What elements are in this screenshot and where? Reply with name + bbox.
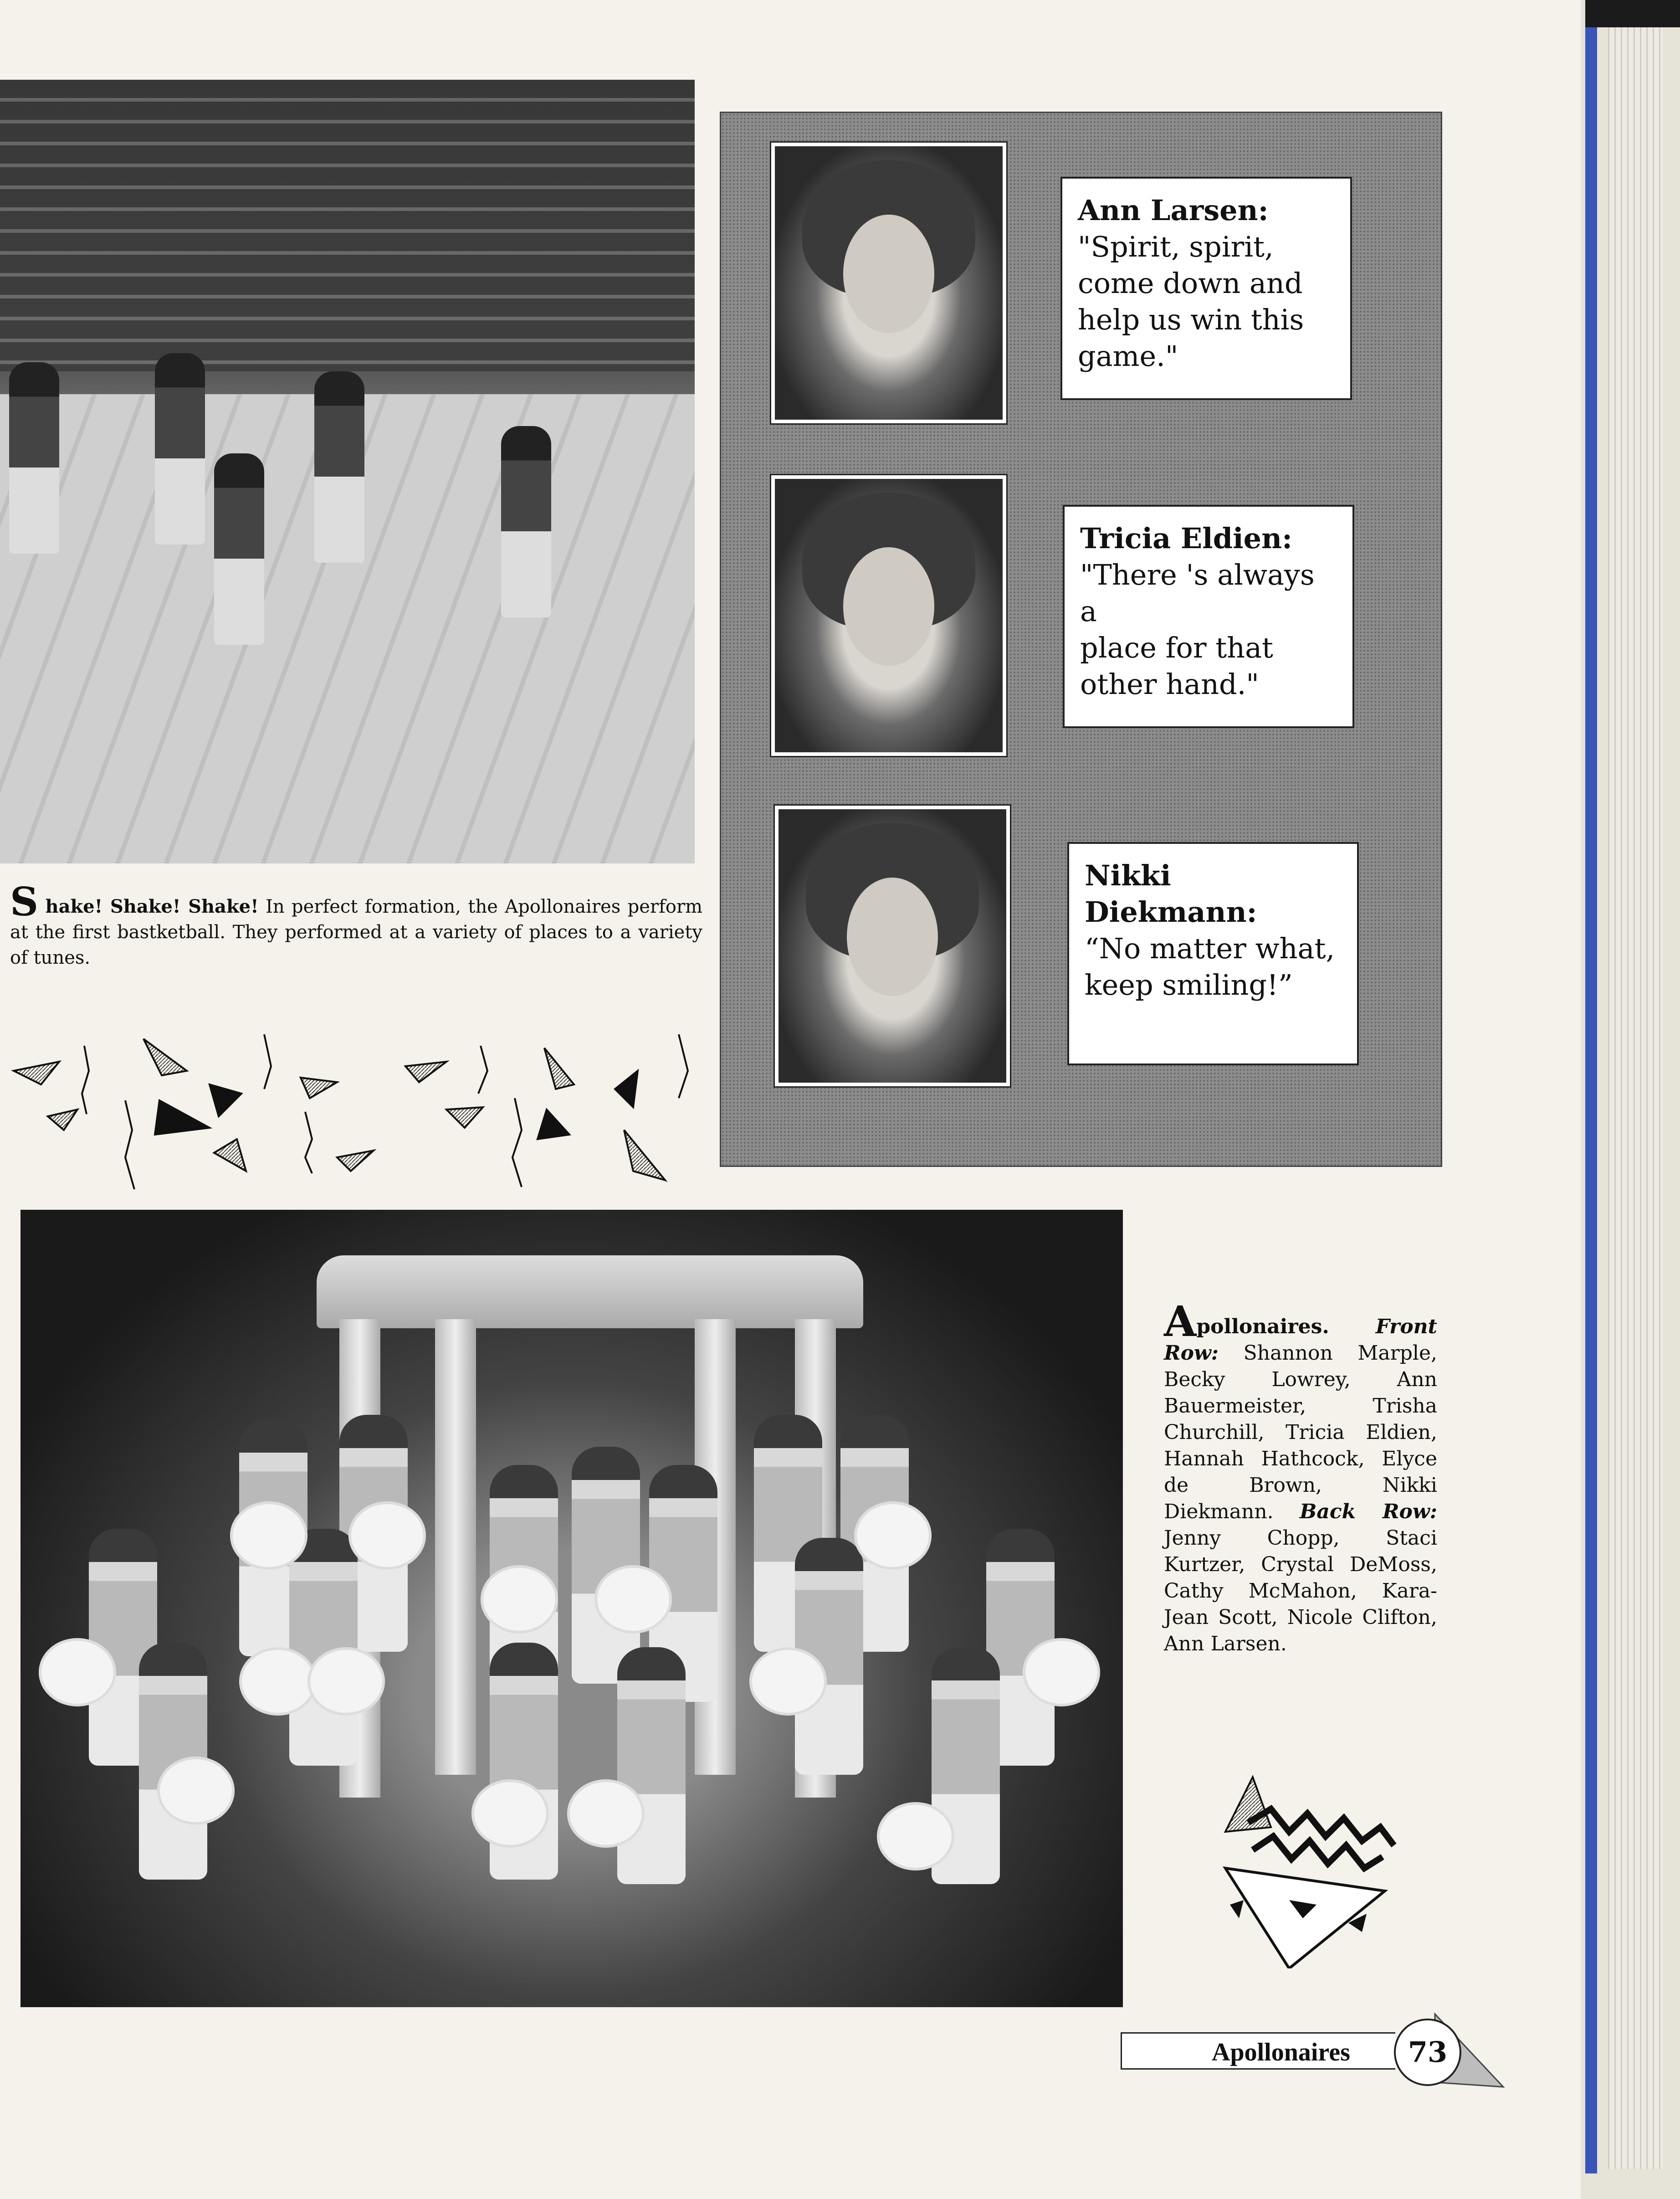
drop-cap: S — [10, 879, 39, 925]
team-roster-caption — [1164, 1297, 1437, 1657]
quote-line: "There 's always a — [1080, 558, 1315, 628]
zigzag-shape — [512, 1098, 522, 1187]
quote-name: Ann Larsen: — [1078, 194, 1269, 227]
triangle-shape — [446, 1107, 483, 1128]
zigzag-shape — [305, 1112, 312, 1173]
zigzag-shape — [679, 1034, 688, 1098]
quote-line: other hand." — [1080, 668, 1259, 701]
pom-pom — [39, 1638, 116, 1706]
quote-line: help us win this — [1078, 303, 1304, 336]
portrait-face — [847, 878, 938, 996]
quote-line: keep smiling!” — [1085, 968, 1293, 1002]
triangle-shape — [48, 1110, 77, 1130]
decorative-shapes — [9, 1021, 711, 1194]
triangle-shape — [337, 1151, 374, 1171]
portrait-photo — [771, 475, 1006, 756]
pom-pom — [877, 1802, 954, 1870]
quote-box — [1067, 842, 1359, 1065]
back-row-label: Back Row: — [1300, 1500, 1437, 1523]
book-spine-top — [1585, 0, 1680, 27]
triangle-shape — [1225, 1777, 1271, 1832]
game-photo-caption — [10, 879, 703, 971]
cheerleader-figure — [314, 371, 364, 563]
triangle-shape — [210, 1084, 241, 1116]
quote-box — [1063, 505, 1354, 728]
triangle-shape — [624, 1130, 665, 1180]
pom-pom — [239, 1647, 317, 1716]
bleachers — [0, 80, 695, 371]
quote-panel — [720, 112, 1442, 1167]
cheerleader-figure — [155, 353, 205, 545]
pom-pom — [594, 1565, 672, 1634]
roster-title: pollonaires. — [1196, 1315, 1329, 1338]
zigzag-shape — [264, 1034, 271, 1089]
triangle-shape — [143, 1039, 187, 1075]
quote-line: “No matter what, — [1085, 932, 1335, 965]
gazebo-column — [435, 1319, 476, 1775]
caption-body: In perfect formation, the Apollonaires perform at the first bastketball. They performed at a variety of places to a variety of tunes. — [10, 896, 703, 968]
quote-line: game." — [1078, 339, 1178, 373]
triangle-shape — [155, 1100, 210, 1135]
cheerleader-figure — [501, 426, 551, 617]
zigzag-shape — [125, 1100, 134, 1189]
front-row-names: Shannon Marple, Becky Lowrey, Ann Bauermeister, Trisha Churchill, Tricia Eldien, Hannah Hathcock, Elyce de Brown, Nikki Diekmann. — [1164, 1341, 1437, 1523]
gazebo-roof — [317, 1255, 863, 1328]
section-title: Apollonaires — [1212, 2038, 1350, 2066]
back-row-names: Jenny Chopp, Staci Kurtzer, Crystal DeMoss, Cathy McMahon, Kara-Jean Scott, Nicole Clifton, Ann Larsen. — [1164, 1526, 1437, 1655]
quote-line: come down and — [1078, 267, 1303, 300]
pom-pom — [481, 1565, 558, 1634]
triangle-shape — [214, 1139, 246, 1171]
quote-box — [1060, 177, 1352, 400]
cheerleader-figure — [617, 1647, 686, 1884]
caption-lead: hake! Shake! Shake! — [45, 896, 259, 917]
portrait-face — [843, 547, 934, 666]
triangle-shape — [405, 1062, 446, 1082]
quote-name: Nikki Diekmann: — [1085, 859, 1257, 929]
pom-pom — [854, 1501, 932, 1570]
pom-pom — [157, 1757, 235, 1825]
page-number: 73 — [1394, 2019, 1461, 2086]
front-row-label: Front Row: — [1164, 1315, 1437, 1365]
pom-pom — [567, 1779, 645, 1848]
quote-line: "Spirit, spirit, — [1078, 230, 1274, 263]
book-page-stack — [1608, 27, 1663, 2169]
basketball-performance-photo — [0, 80, 695, 863]
triangle-shape — [538, 1110, 569, 1139]
zigzag-shape — [478, 1046, 487, 1094]
corner-decoration — [1212, 1768, 1403, 1968]
triangle-shape — [1230, 1900, 1244, 1918]
drop-cap: A — [1164, 1297, 1197, 1346]
pom-pom — [1023, 1638, 1100, 1706]
portrait-face — [843, 215, 934, 333]
triangle-shape — [14, 1062, 59, 1084]
portrait-photo — [771, 143, 1006, 423]
triangle-shape — [615, 1071, 638, 1107]
pom-pom — [348, 1501, 426, 1570]
pom-pom — [749, 1647, 827, 1716]
triangle-shape — [544, 1048, 574, 1089]
pom-pom — [471, 1779, 549, 1848]
zigzag-shape — [82, 1046, 89, 1114]
cheerleader-figure — [214, 453, 264, 645]
pom-pom — [307, 1647, 385, 1716]
quote-name: Tricia Eldien: — [1080, 522, 1293, 555]
portrait-photo — [775, 806, 1010, 1086]
pom-pom — [230, 1501, 307, 1570]
cheerleader-figure — [9, 362, 59, 554]
team-group-photo — [20, 1210, 1123, 2007]
quote-line: place for that — [1080, 631, 1273, 664]
page-footer — [1121, 2009, 1512, 2101]
triangle-shape — [301, 1078, 337, 1098]
book-cover-edge — [1585, 9, 1597, 2173]
